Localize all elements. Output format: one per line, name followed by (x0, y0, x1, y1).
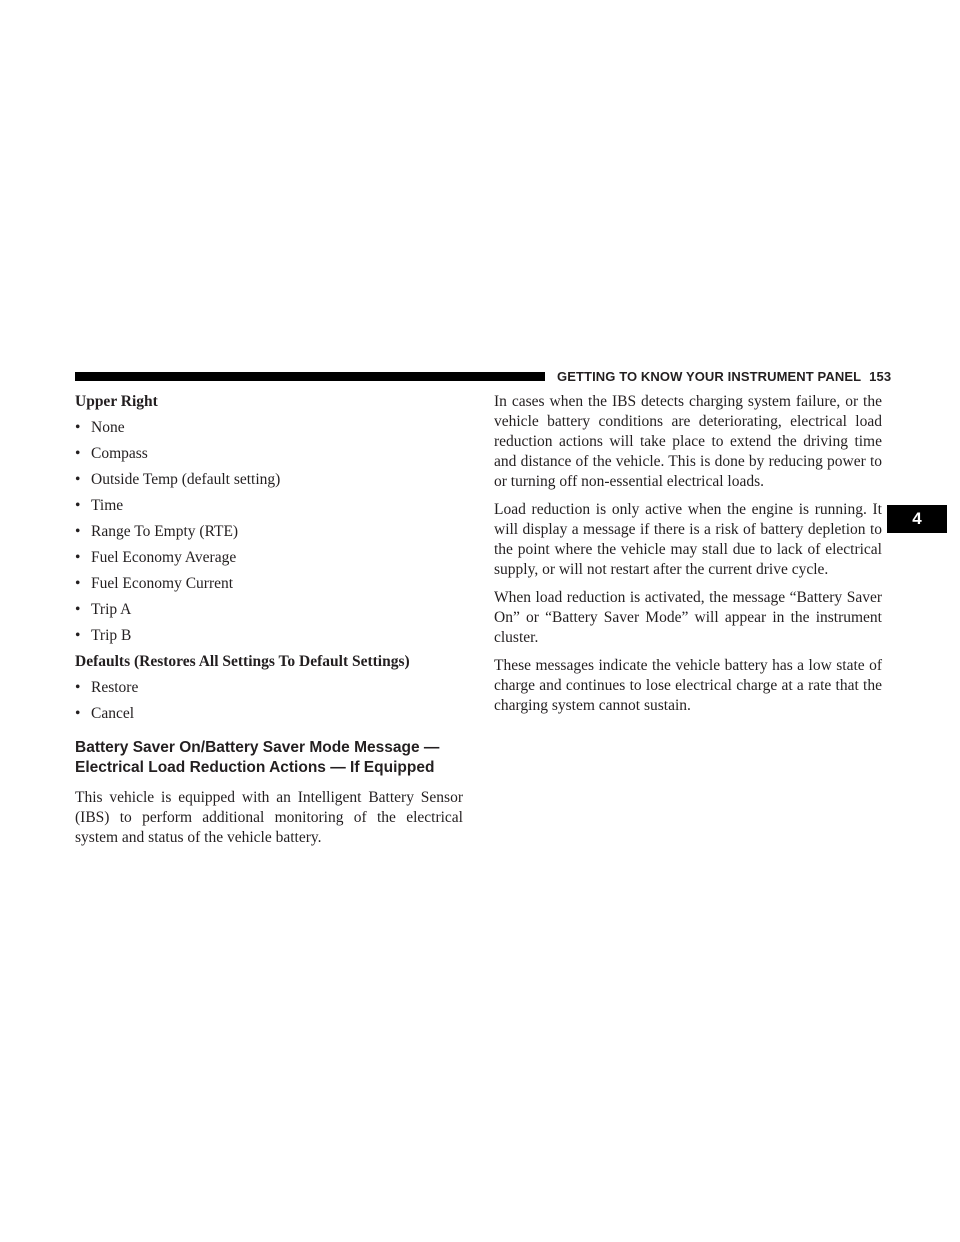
bullet-icon: • (75, 601, 81, 618)
bullet-icon: • (75, 471, 81, 488)
list-item: • Trip B (75, 627, 132, 644)
bullet-icon: • (75, 445, 81, 462)
paragraph: Load reduction is only active when the engine is running. It will display a message if there is a risk of battery depletion to the point where the vehicle may stall due to lack of electrical supply, or will not restart after the current drive cycle. (494, 501, 882, 578)
header-title: GETTING TO KNOW YOUR INSTRUMENT PANEL (557, 369, 862, 384)
section-heading-line-1: Battery Saver On/Battery Saver Mode Message — (75, 739, 440, 756)
bullet-icon: • (75, 627, 81, 644)
chapter-tab: 4 (887, 505, 947, 533)
bullet-icon: • (75, 575, 81, 592)
list-item: • Restore (75, 679, 139, 696)
defaults-list (75, 678, 463, 724)
bullet-icon: • (75, 549, 81, 566)
list-item: • Fuel Economy Average (75, 549, 237, 566)
upper-right-heading: Upper Right (75, 393, 158, 410)
upper-right-list (75, 418, 463, 646)
list-item: • Time (75, 497, 124, 514)
list-item: • Range To Empty (RTE) (75, 523, 239, 540)
paragraph: In cases when the IBS detects charging system failure, or the vehicle battery conditions are deteriorating, electrical load reduction actions will take place to extend the driving time and distance of the vehicle. This is done by reducing power to or turning off non-essential electrical loads. (494, 393, 882, 490)
section-heading-line-2: Electrical Load Reduction Actions — If Equipped (75, 759, 435, 776)
right-column (494, 392, 882, 724)
list-item: • Fuel Economy Current (75, 575, 234, 592)
section-paragraph: This vehicle is equipped with an Intelligent Battery Sensor (IBS) to perform additional monitoring of the electrical system and status of the vehicle battery. (75, 789, 463, 846)
header-rule (75, 372, 545, 381)
list-item: • None (75, 419, 125, 436)
page-number: 153 (869, 369, 892, 384)
bullet-icon: • (75, 679, 81, 696)
list-item: • Cancel (75, 705, 135, 722)
running-header (557, 368, 891, 386)
bullet-icon: • (75, 419, 81, 436)
section-heading (75, 738, 463, 778)
bullet-icon: • (75, 705, 81, 722)
bullet-icon: • (75, 523, 81, 540)
list-item: • Outside Temp (default setting) (75, 471, 281, 488)
list-item: • Compass (75, 445, 148, 462)
defaults-heading: Defaults (Restores All Settings To Default Settings) (75, 653, 410, 670)
left-column (75, 392, 463, 856)
paragraph: These messages indicate the vehicle battery has a low state of charge and continues to lose electrical charge at a rate that the charging system cannot sustain. (494, 657, 882, 714)
bullet-icon: • (75, 497, 81, 514)
list-item: • Trip A (75, 601, 132, 618)
paragraph: When load reduction is activated, the message “Battery Saver On” or “Battery Saver Mode” will appear in the instrument cluster. (494, 589, 882, 646)
